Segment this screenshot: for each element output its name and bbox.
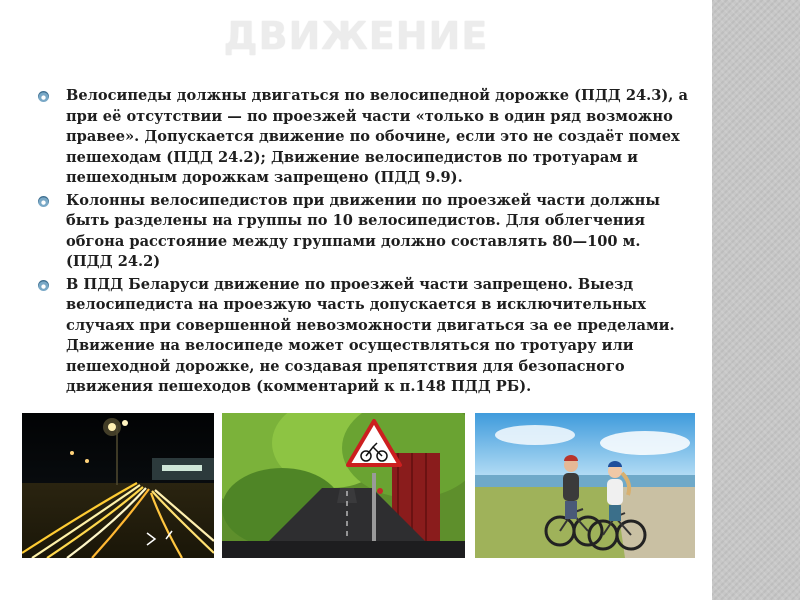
decorative-side-band bbox=[712, 0, 800, 600]
circle-bullet-icon bbox=[38, 91, 49, 102]
night-highway-photo bbox=[22, 413, 214, 558]
bullet-list bbox=[38, 86, 690, 400]
bike-path-sign-photo bbox=[222, 413, 465, 558]
bullet-item bbox=[38, 86, 690, 189]
bullet-item bbox=[38, 191, 690, 273]
bullet-text: Велосипеды должны двигаться по велосипедной дорожке (ПДД 24.3), а при её отсутствии — по проезжей части «только в один ряд возможно правее». Допускается движение по обочине, если это не создаёт помех пешеходам (ПДД 24.2); Движение велосипедистов по тротуарам и пешеходным дорожкам запрещено (ПДД 9.9). bbox=[66, 87, 688, 186]
bullet-item bbox=[38, 275, 690, 398]
circle-bullet-icon bbox=[38, 280, 49, 291]
cyclists-photo bbox=[475, 413, 695, 558]
bullet-text: В ПДД Беларуси движение по проезжей части запрещено. Выезд велосипедиста на проезжую часть допускается в исключительных случаях при совершенной невозможности двигаться за ее пределами. Движение на велосипеде может осуществляться по тротуару или пешеходной дорожке, не создавая препятствия для безопасного движения пешеходов (комментарий к п.148 ПДД РБ). bbox=[66, 275, 675, 395]
bullet-text: Колонны велосипедистов при движении по проезжей части должны быть разделены на группы по 10 велосипедистов. Для облегчения обгона расстояние между группами должно составлять 80—100 м. (ПДД 24.2) bbox=[66, 191, 660, 270]
circle-bullet-icon bbox=[38, 196, 49, 207]
slide-title: ДВИЖЕНИЕ bbox=[223, 14, 489, 58]
